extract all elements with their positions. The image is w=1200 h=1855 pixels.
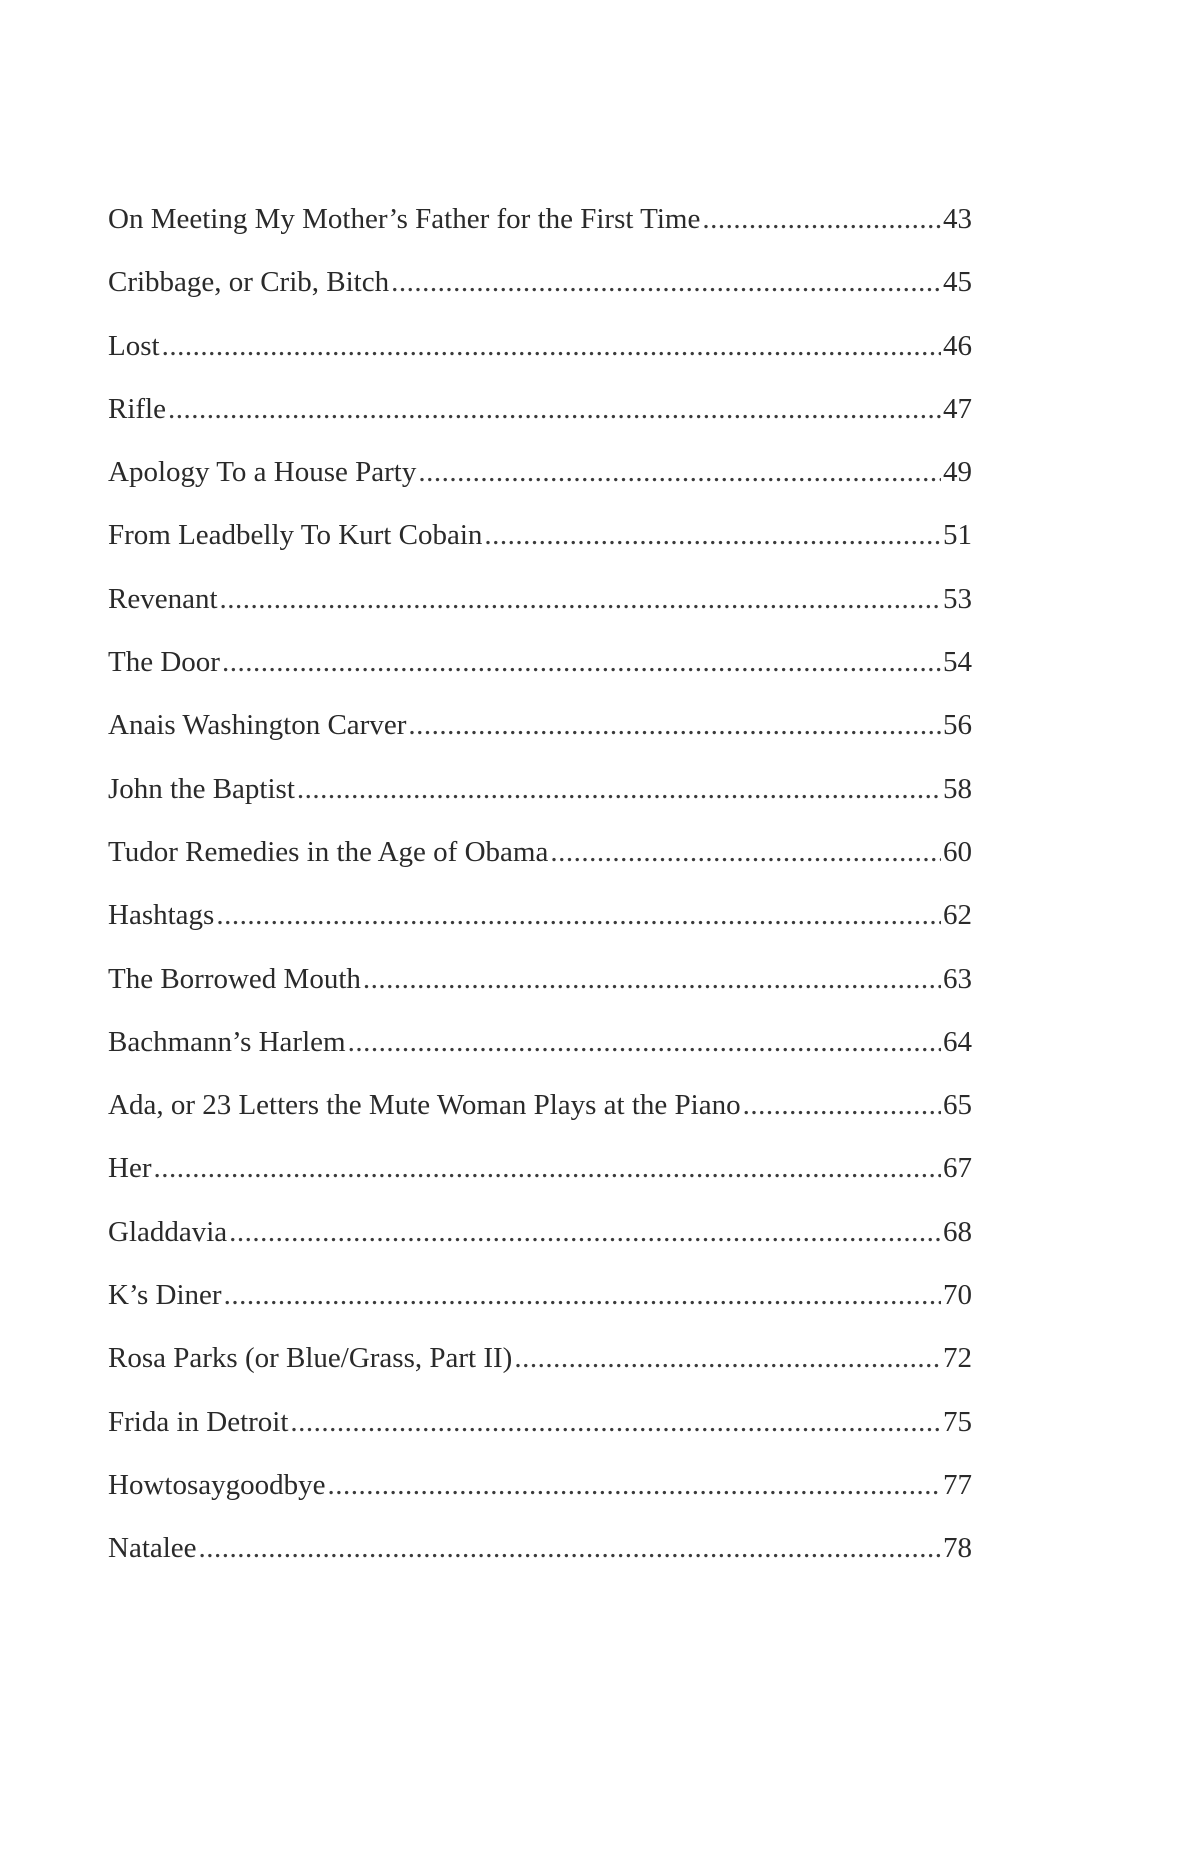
dot-leader	[153, 1152, 941, 1185]
dot-leader	[224, 1279, 941, 1312]
toc-entry	[108, 330, 972, 393]
toc-entry	[108, 1532, 972, 1595]
toc-entry-title: Gladdavia	[108, 1215, 228, 1248]
toc-entry	[108, 393, 972, 456]
toc-entry	[108, 1152, 972, 1215]
toc-entry-page: 68	[943, 1215, 972, 1248]
toc-entry	[108, 203, 972, 266]
dot-leader	[363, 963, 941, 996]
dot-leader	[229, 1216, 941, 1249]
dot-leader	[216, 899, 941, 932]
toc-entry	[108, 1406, 972, 1469]
toc-entry-page: 62	[943, 899, 972, 932]
toc-entry-page: 72	[943, 1342, 972, 1375]
toc-entry-page: 65	[943, 1089, 972, 1122]
toc-entry-title: Apology To a House Party	[108, 456, 417, 489]
dot-leader	[418, 456, 941, 489]
dot-leader	[743, 1089, 941, 1122]
toc-entry	[108, 1026, 972, 1089]
toc-entry-page: 77	[943, 1468, 972, 1501]
toc-entry-title: Revenant	[108, 582, 218, 615]
dot-leader	[408, 709, 941, 742]
toc-entry-title: Cribbage, or Crib, Bitch	[108, 266, 390, 299]
dot-leader	[484, 519, 941, 552]
toc-entry	[108, 709, 972, 772]
toc-entry-page: 75	[943, 1405, 972, 1438]
toc-entry-title: Tudor Remedies in the Age of Obama	[108, 835, 549, 868]
toc-entry-title: From Leadbelly To Kurt Cobain	[108, 519, 483, 552]
toc-entry-page: 64	[943, 1025, 972, 1058]
toc-entry-title: Frida in Detroit	[108, 1405, 289, 1438]
toc-entry	[108, 1089, 972, 1152]
toc-entry	[108, 583, 972, 646]
dot-leader	[220, 583, 941, 616]
toc-entry-title: Her	[108, 1152, 152, 1185]
toc-entry	[108, 1216, 972, 1279]
toc-entry-title: Rosa Parks (or Blue/Grass, Part II)	[108, 1342, 513, 1375]
dot-leader	[199, 1532, 941, 1565]
toc-entry-title: Natalee	[108, 1532, 197, 1565]
toc-entry-page: 43	[943, 203, 972, 235]
toc-entry	[108, 1342, 972, 1405]
toc-entry	[108, 646, 972, 709]
toc-entry	[108, 773, 972, 836]
toc-entry-page: 45	[943, 266, 972, 299]
toc-entry-page: 54	[943, 646, 972, 679]
toc-entry-page: 46	[943, 329, 972, 362]
toc-entry	[108, 1469, 972, 1532]
toc-entry-page: 53	[943, 582, 972, 615]
toc-entry-page: 56	[943, 709, 972, 742]
toc-entry	[108, 519, 972, 582]
toc-entry-page: 67	[943, 1152, 972, 1185]
toc-entry-title: Lost	[108, 329, 160, 362]
dot-leader	[550, 836, 941, 869]
toc-entry-title: Rifle	[108, 392, 166, 425]
dot-leader	[702, 203, 941, 236]
toc-entry-title: Anais Washington Carver	[108, 709, 407, 742]
toc-entry-page: 51	[943, 519, 972, 552]
dot-leader	[514, 1342, 941, 1375]
dot-leader	[327, 1469, 941, 1502]
toc-entry-page: 58	[943, 772, 972, 805]
toc-entry	[108, 1279, 972, 1342]
toc-entry-page: 60	[943, 835, 972, 868]
toc-entry-page: 78	[943, 1532, 972, 1565]
toc-entry-page: 49	[943, 456, 972, 489]
dot-leader	[168, 393, 941, 426]
toc-entry	[108, 899, 972, 962]
toc-entry-title: Hashtags	[108, 899, 215, 932]
toc-entry-page: 70	[943, 1279, 972, 1312]
toc-entry-title: The Borrowed Mouth	[108, 962, 361, 995]
dot-leader	[162, 330, 941, 363]
toc-entry	[108, 456, 972, 519]
toc-entry-title: Bachmann’s Harlem	[108, 1025, 346, 1058]
toc-entry	[108, 266, 972, 329]
toc-entry-page: 63	[943, 962, 972, 995]
dot-leader	[222, 646, 941, 679]
toc-entry-title: John the Baptist	[108, 772, 295, 805]
toc-entry-title: K’s Diner	[108, 1279, 222, 1312]
toc-entry-page: 47	[943, 392, 972, 425]
dot-leader	[348, 1026, 941, 1059]
toc-entry-title: The Door	[108, 646, 220, 679]
toc-entry-title: On Meeting My Mother’s Father for the First Time	[108, 203, 701, 235]
table-of-contents	[108, 203, 972, 1596]
toc-entry	[108, 836, 972, 899]
toc-entry	[108, 963, 972, 1026]
dot-leader	[297, 773, 941, 806]
dot-leader	[391, 266, 941, 299]
toc-entry-title: Howtosaygoodbye	[108, 1468, 326, 1501]
toc-entry-title: Ada, or 23 Letters the Mute Woman Plays at the Piano	[108, 1089, 741, 1122]
dot-leader	[290, 1406, 941, 1439]
